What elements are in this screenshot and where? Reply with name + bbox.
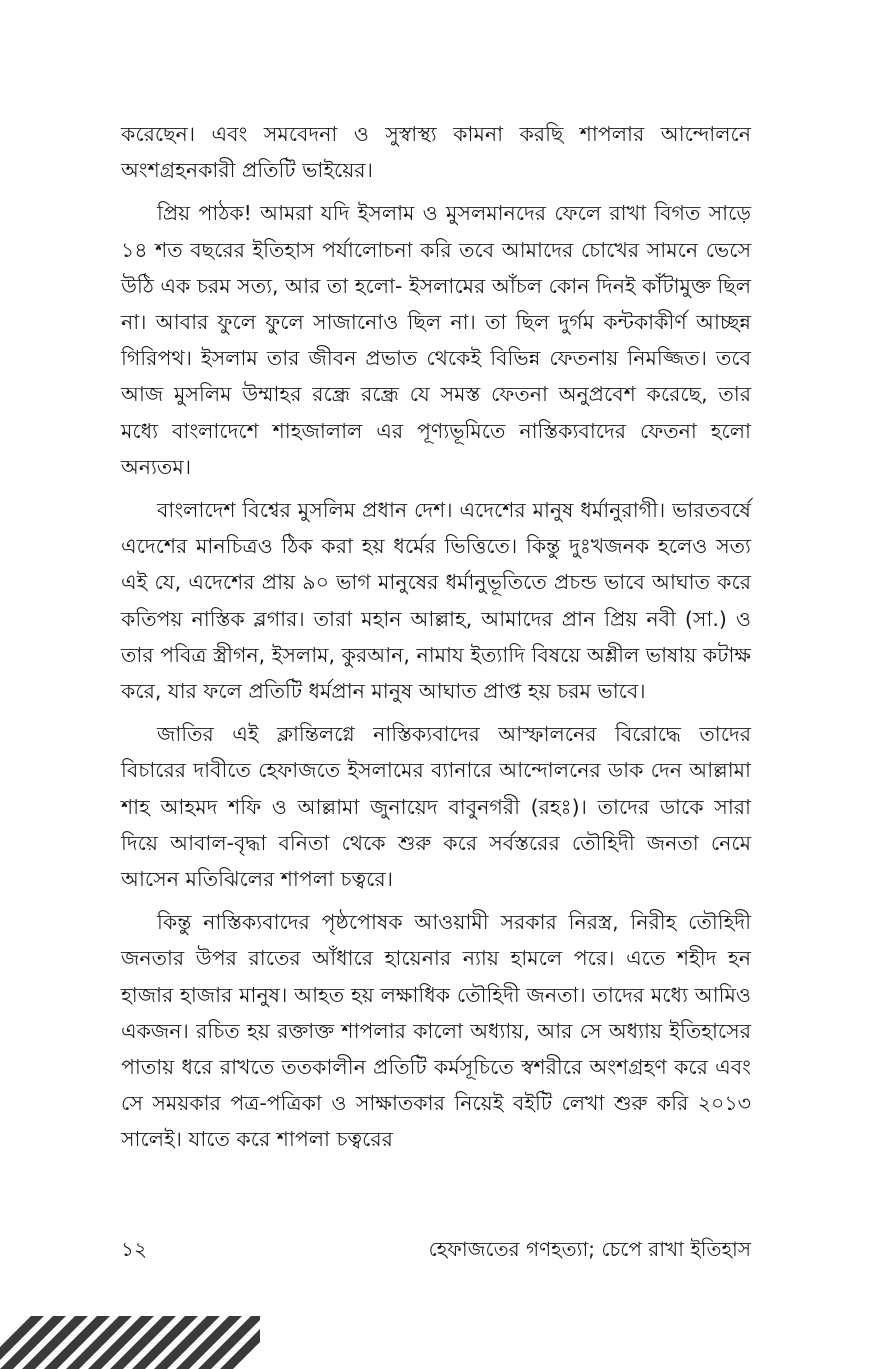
paragraph-history: প্রিয় পাঠক! আমরা যদি ইসলাম ও মুসলমানদের ফেলে রাখা বিগত সাড়ে ১৪ শত বছরের ইতিহাস পর্যালোচনা করি তবে আমাদের চোখের সামনে ভেসে উঠি এক চরম সত্য, আর তা হলো- ইসলামের আঁচল কোন দিনই কাঁটামুক্ত ছিল না। আবার ফুলে ফুলে সাজানোও ছিল না। তা ছিল দুর্গম কন্টকাকীর্ণ আচ্ছন্ন গিরিপথ। ইসলাম তার জীবন প্রভাত থেকেই বিভিন্ন ফেতনায় নিমজ্জিত। তবে আজ মুসলিম উম্মাহর রন্ধ্রে রন্ধ্রে যে সমস্ত ফেতনা অনুপ্রবেশ করেছে, তার মধ্যে বাংলাদেশে শাহজালাল এর পূণ্যভূমিতে নাস্তিক্যবাদের ফেতনা হলো অন্যতম। [121,201,751,479]
paragraph-massacre: কিন্তু নাস্তিক্যবাদের পৃষ্ঠপোষক আওয়ামী সরকার নিরস্ত্র, নিরীহ তৌহিদী জনতার উপর রাতের আঁধারে হায়েনার ন্যায় হামলে পরে। এতে শহীদ হন হাজার হাজার মানুষ। আহত হয় লক্ষাধিক তৌহিদী জনতা। তাদের মধ্যে আমিও একজন। রচিত হয় রক্তাক্ত শাপলার কালো অধ্যায়, আর সে অধ্যায় ইতিহাসের পাতায় ধরে রাখতে ততকালীন প্রতিটি কর্মসূচিতে স্বশরীরে অংশগ্রহণ করে এবং সে সময়কার পত্র-পত্রিকা ও সাক্ষাতকার নিয়েই বইটি লেখা শুরু করি ২০১৩ সালেই। যাতে করে শাপলা চত্বরের [121,910,751,1152]
page-body [121,116,751,1158]
corner-stripes-decoration [0,1316,260,1369]
page-number: ১২ [121,1237,147,1261]
running-title: হেফাজতের গণহত্যা; চেপে রাখা ইতিহাস [428,1237,751,1261]
paragraph-movement: জাতির এই ক্লান্তিলগ্নে নাস্তিক্যবাদের আস্ফালনের বিরোদ্ধে তাদের বিচারের দাবীতে হেফাজতে ইসলামের ব্যানারে আন্দোলনের ডাক দেন আল্লামা শাহ আহমদ শফি ও আল্লামা জুনায়েদ বাবুনগরী (রহঃ)। তাদের ডাকে সারা দিয়ে আবাল-বৃদ্ধা বনিতা থেকে শুরু করে সর্বস্তরের তৌহিদী জনতা নেমে আসেন মতিঝিলের শাপলা চত্বরে। [121,722,751,892]
paragraph-bangladesh: বাংলাদেশ বিশ্বের মুসলিম প্রধান দেশ। এদেশের মানুষ ধর্মানুরাগী। ভারতবর্ষে এদেশের মানচিত্রও ঠিক করা হয় ধর্মের ভিত্তিতে। কিন্তু দুঃখজনক হলেও সত্য এই যে, এদেশের প্রায় ৯০ ভাগ মানুষের ধর্মানুভূতিতে প্রচন্ড ভাবে আঘাত করে কতিপয় নাস্তিক ব্লগার। তারা মহান আল্লাহ, আমাদের প্রান প্রিয় নবী (সা.) ও তার পবিত্র স্ত্রীগন, ইসলাম, কুরআন, নামায ইত্যাদি বিষয়ে অশ্লীল ভাষায় কটাক্ষ করে, যার ফলে প্রতিটি ধর্মপ্রান মানুষ আঘাত প্রাপ্ত হয় চরম ভাবে। [121,498,751,704]
paragraph-continuation: করেছেন। এবং সমবেদনা ও সুস্বাস্থ্য কামনা করছি শাপলার আন্দোলনে অংশগ্রহনকারী প্রতিটি ভাইয়ের। [121,122,751,183]
page-footer [121,1234,751,1264]
